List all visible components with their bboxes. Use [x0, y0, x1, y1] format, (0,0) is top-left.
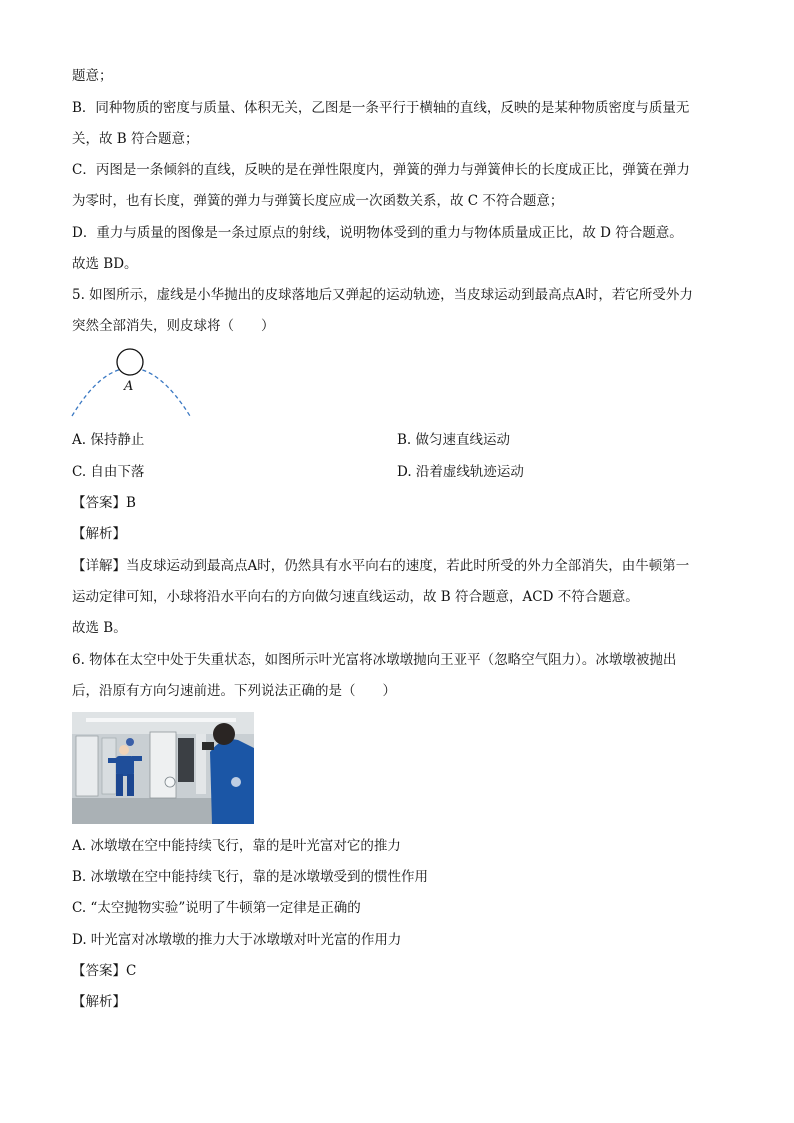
text-line: 故选 BD。 [72, 256, 138, 272]
option-d: D. 叶光富对冰墩墩的推力大于冰墩墩对叶光富的作用力 [72, 932, 402, 948]
text-line: 题意； [72, 68, 113, 84]
text-line: C．丙图是一条倾斜的直线，反映的是在弹性限度内，弹簧的弹力与弹簧伸长的长度成正比，弹簧在弹力 [72, 162, 690, 178]
trajectory-diagram [70, 344, 194, 420]
question-6-stem: 6. 物体在太空中处于失重状态，如图所示叶光富将冰墩墩抛向王亚平（忽略空气阻力）。冰墩墩被抛出 [72, 652, 677, 668]
answer-value: B [126, 495, 136, 511]
text-line: D．重力与质量的图像是一条过原点的射线，说明物体受到的重力与物体质量成正比，故 D 符合题意。 [72, 225, 683, 241]
option-b: B. 做匀速直线运动 [397, 432, 511, 448]
question-5-stem: 突然全部消失，则皮球将（ ） [72, 318, 275, 334]
space-station-photo [72, 712, 254, 824]
option-c: C. 自由下落 [72, 464, 145, 480]
conclusion-line: 故选 B。 [72, 620, 127, 636]
answer-line [72, 961, 724, 981]
point-a-label: A [124, 379, 134, 394]
text-line: B．同种物质的密度与质量、体积无关，乙图是一条平行于横轴的直线，反映的是某种物质密度与质量无 [72, 100, 690, 116]
detail-text: 当皮球运动到最高点A时，仍然具有水平向右的速度，若此时所受的外力全部消失，由牛顿第一 [126, 558, 690, 574]
text-line: 关，故 B 符合题意； [72, 131, 199, 147]
analysis-label: 【解析】 [72, 994, 126, 1010]
option-a: A. 冰墩墩在空中能持续飞行，靠的是叶光富对它的推力 [72, 838, 401, 854]
option-c: C. “太空抛物实验”说明了牛顿第一定律是正确的 [72, 900, 361, 916]
answer-line [72, 493, 724, 513]
option-b: B. 冰墩墩在空中能持续飞行，靠的是冰墩墩受到的惯性作用 [72, 869, 429, 885]
detail-line: 运动定律可知，小球将沿水平向右的方向做匀速直线运动，故 B 符合题意，ACD 不符合题意。 [72, 589, 639, 605]
detail-line [72, 556, 724, 576]
analysis-tag [72, 524, 724, 544]
analysis-tag [72, 992, 724, 1012]
answer-value: C [126, 963, 137, 979]
text-line: 为零时，也有长度，弹簧的弹力与弹簧长度应成一次函数关系，故 C 不符合题意； [72, 193, 564, 209]
detail-tag: 【详解】 [72, 558, 126, 574]
question-5-stem: 5. 如图所示，虚线是小华抛出的皮球落地后又弹起的运动轨迹，当皮球运动到最高点A时，若它所受外力 [72, 287, 693, 303]
analysis-label: 【解析】 [72, 526, 126, 542]
answer-tag: 【答案】 [72, 963, 126, 979]
ball-circle [117, 349, 143, 375]
question-6-stem: 后，沿原有方向匀速前进。下列说法正确的是（ ） [72, 683, 396, 699]
answer-tag: 【答案】 [72, 495, 126, 511]
option-d: D. 沿着虚线轨迹运动 [397, 464, 524, 480]
option-a: A. 保持静止 [72, 432, 145, 448]
